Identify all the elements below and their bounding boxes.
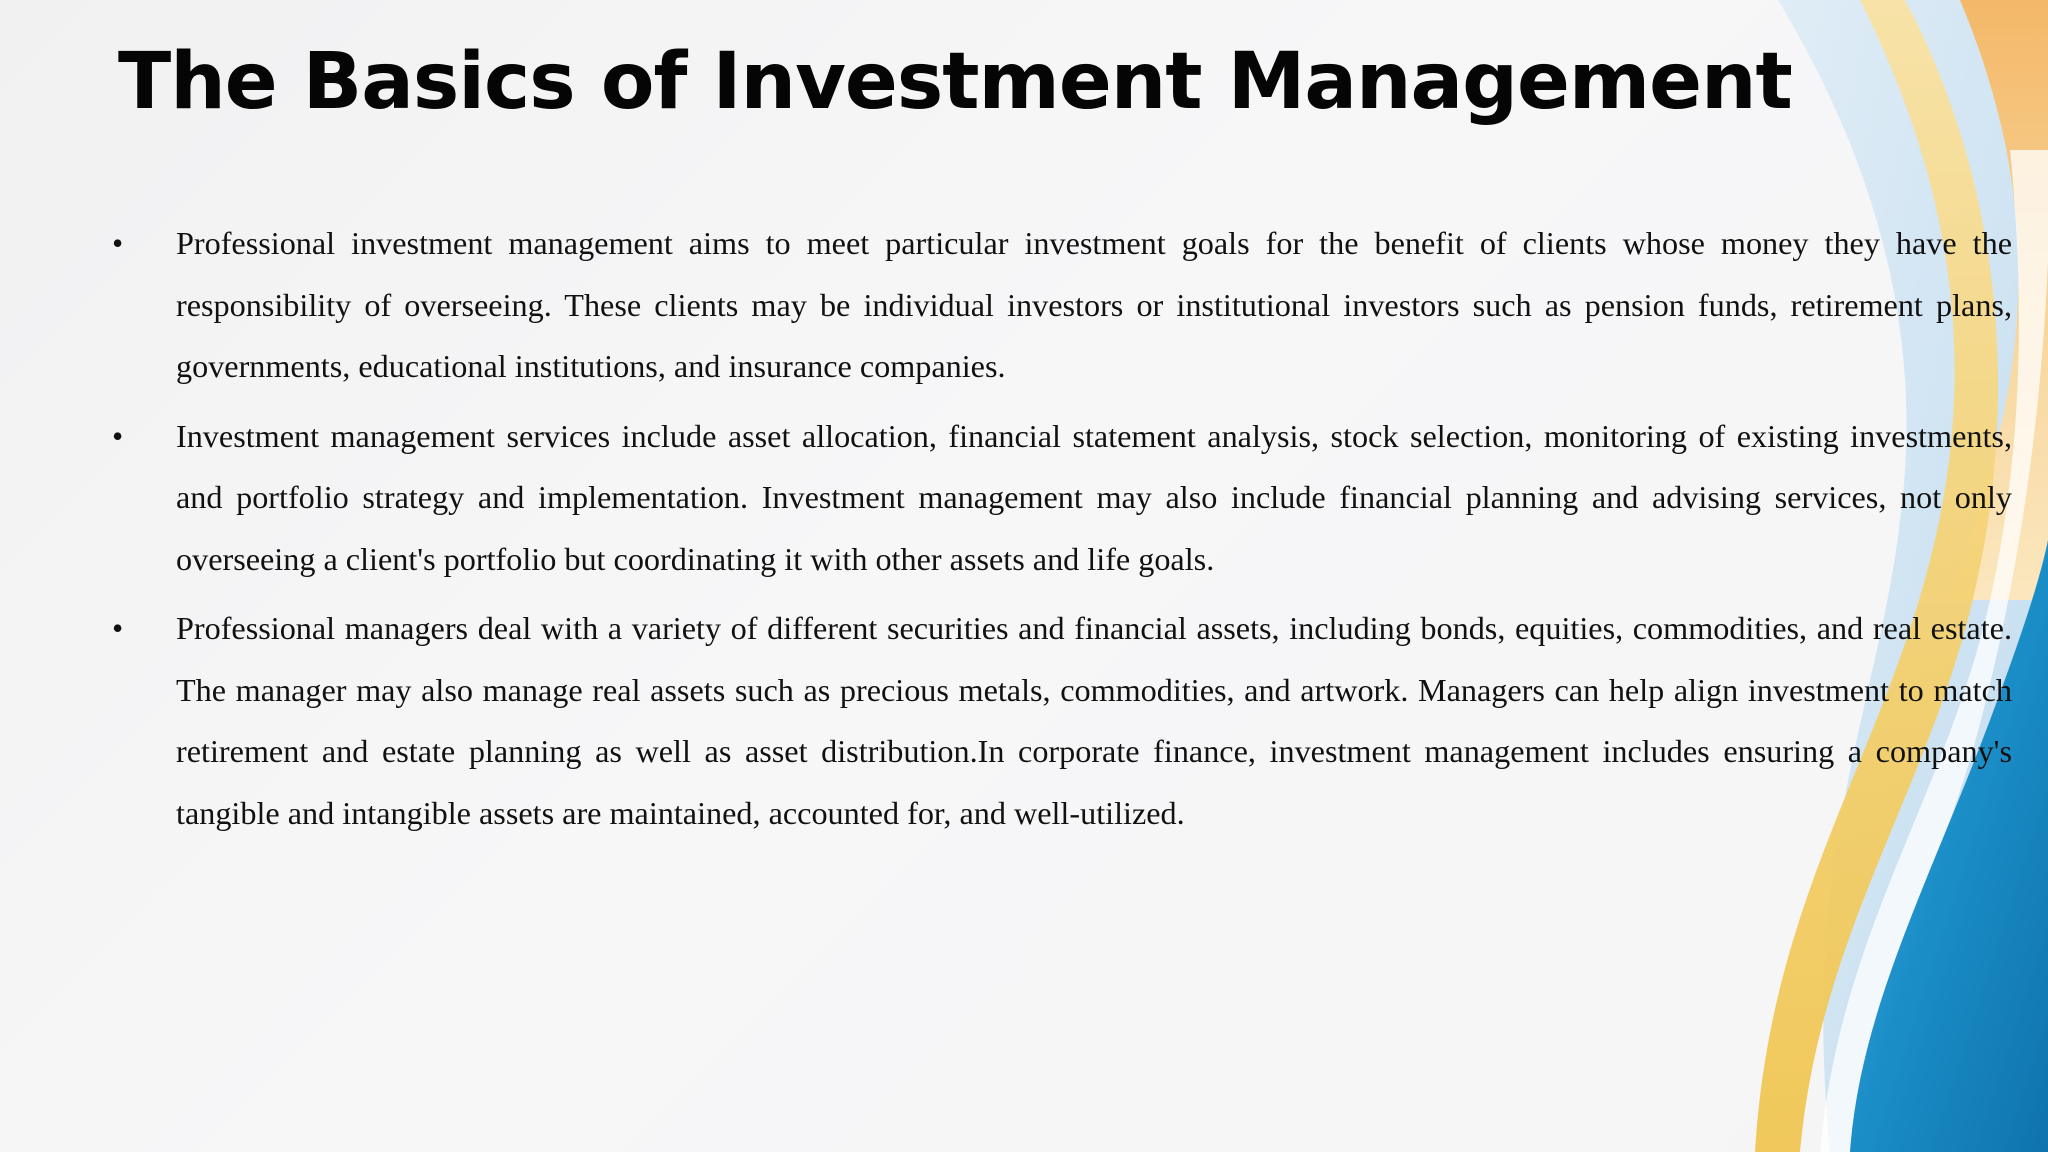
bullet-marker: • xyxy=(112,610,124,646)
bullet-list xyxy=(112,213,2012,852)
bullet-text: Professional managers deal with a variety of different securities and financial assets, including bonds, equities, commodities, and real estate. The manager may also manage real assets such as precious metals, commodities, and artwork. Managers can help align investment to match retirement and estate planning as well as asset distribution.In corporate finance, investment management includes ensuring a company's tangible and intangible assets are maintained, accounted for, and well-utilized. xyxy=(176,610,2012,831)
slide-title: The Basics of Investment Management xyxy=(118,37,1792,127)
bullet-marker: • xyxy=(112,417,124,454)
bullet-item xyxy=(112,598,2012,844)
bullet-text: Investment management services include asset allocation, financial statement analysis, stock selection, monitoring of existing investments, and portfolio strategy and implementation. Investment management may also include financial planning and advising services, not only overseeing a client's portfolio but coordinating it with other assets and life goals. xyxy=(176,417,2012,577)
bullet-item xyxy=(112,406,2012,591)
bullet-text: Professional investment management aims to meet particular investment goals for the benefit of clients whose money they have the responsibility of overseeing. These clients may be individual investors or institutional investors such as pension funds, retirement plans, governments, educational institutions, and insurance companies. xyxy=(176,225,2012,384)
bullet-item xyxy=(112,213,2012,398)
bullet-marker: • xyxy=(112,225,124,261)
